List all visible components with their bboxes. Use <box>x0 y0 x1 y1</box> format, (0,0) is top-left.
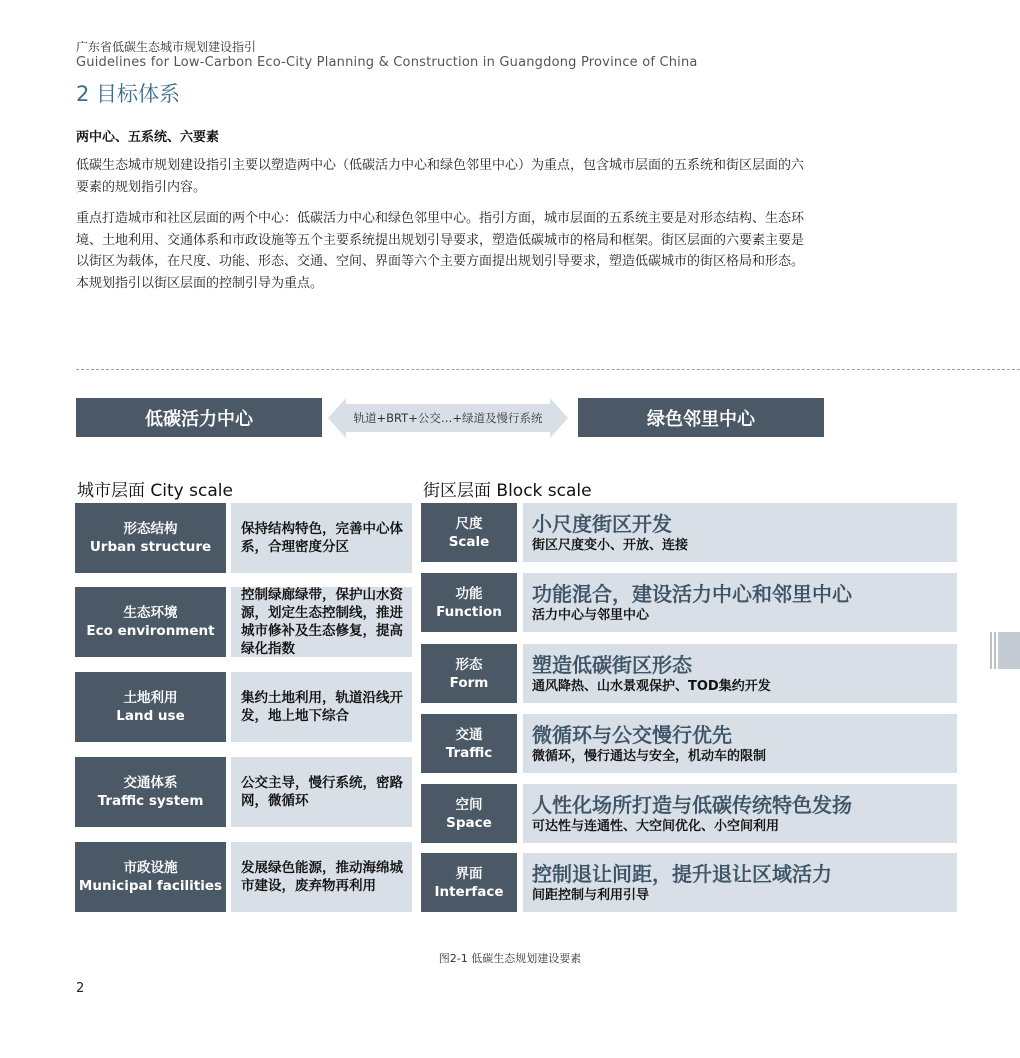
city-scale-label: 城市层面 City scale <box>77 481 233 501</box>
city-row-land-label <box>75 672 226 742</box>
page-number: 2 <box>76 981 85 996</box>
city-row-eco-desc: 控制绿廊绿带，保护山水资源，划定生态控制线，推进城市修补及生态修复，提高绿化指数 <box>231 587 412 657</box>
block-row-cn: 功能 <box>455 585 483 602</box>
block-row-scale-label <box>421 503 517 562</box>
block-row-scale-content <box>523 503 957 562</box>
block-row-cn: 界面 <box>455 865 483 882</box>
block-row-title: 小尺度街区开发 <box>532 511 672 536</box>
city-row-eco-label <box>75 587 226 657</box>
paragraph-2: 重点打造城市和社区层面的两个中心：低碳活力中心和绿色邻里中心。指引方面，城市层面的五系统主要是对形态结构、生态环境、土地利用、交通体系和市政设施等五个主要系统提出规划引导要求，塑造低碳城市的格局和框架。街区层面的六要素主要是以街区为载体，在尺度、功能、形态、交通、空间、界面等六个主要方面提出规划引导要求，塑造低碳城市的街区格局和形态。本规划指引以街区层面的控制引导为重点。 <box>76 211 805 291</box>
block-row-title: 塑造低碳街区形态 <box>532 652 692 677</box>
block-row-traffic-label <box>421 714 517 773</box>
city-row-cn: 交通体系 <box>123 775 178 791</box>
block-row-function-label <box>421 573 517 632</box>
city-row-cn: 形态结构 <box>123 521 178 537</box>
city-row-cn: 土地利用 <box>123 690 178 706</box>
block-row-traffic-content <box>523 714 957 773</box>
green-neighborhood-center: 绿色邻里中心 <box>578 398 824 437</box>
block-row-space-content <box>523 784 957 843</box>
block-row-title: 控制退让间距，提升退让区域活力 <box>532 861 832 886</box>
block-row-sub: 间距控制与利用引导 <box>532 887 650 903</box>
header-title-cn: 广东省低碳生态城市规划建设指引 <box>76 40 257 54</box>
block-row-sub: 通风降热、山水景观保护、TOD集约开发 <box>532 678 771 694</box>
city-row-traffic-desc: 公交主导，慢行系统，密路网，微循环 <box>231 757 412 827</box>
city-row-en: Urban structure <box>89 539 212 555</box>
block-row-title: 功能混合，建设活力中心和邻里中心 <box>532 581 852 606</box>
block-row-en: Form <box>449 674 489 691</box>
sub-heading: 两中心、五系统、六要素 <box>76 130 220 145</box>
city-row-en: Traffic system <box>97 793 204 809</box>
figure-caption: 图2-1 低碳生态规划建设要素 <box>438 952 582 965</box>
block-row-sub: 活力中心与邻里中心 <box>532 607 650 623</box>
city-row-structure-desc: 保持结构特色，完善中心体系，合理密度分区 <box>231 503 412 573</box>
block-row-sub: 微循环，慢行通达与安全，机动车的限制 <box>532 748 767 764</box>
block-row-en: Scale <box>448 533 490 550</box>
city-row-municipal-desc: 发展绿色能源，推动海绵城市建设，废弃物再利用 <box>231 842 412 912</box>
city-row-en: Land use <box>116 708 185 724</box>
header-title-en: Guidelines for Low-Carbon Eco-City Planning & Construction in Guangdong Province of China <box>76 55 698 70</box>
center-link-text: 轨道+BRT+公交…+绿道及慢行系统 <box>353 411 543 425</box>
low-carbon-vitality-center: 低碳活力中心 <box>76 398 322 437</box>
city-row-traffic-label <box>75 757 226 827</box>
block-row-interface-content <box>523 853 957 912</box>
block-row-en: Space <box>446 814 492 831</box>
block-row-en: Traffic <box>445 744 493 761</box>
divider-line <box>76 369 1020 370</box>
city-row-land-desc: 集约土地利用，轨道沿线开发，地上地下综合 <box>231 672 412 742</box>
city-row-en: Eco environment <box>86 623 215 639</box>
center-link-arrow <box>328 398 568 438</box>
city-row-structure-label <box>75 503 226 573</box>
block-row-form-label <box>421 644 517 703</box>
city-row-cn: 市政设施 <box>123 860 178 876</box>
paragraph-1: 低碳生态城市规划建设指引主要以塑造两中心（低碳活力中心和绿色邻里中心）为重点，包含城市层面的五系统和街区层面的六要素的规划指引内容。 <box>76 158 805 195</box>
city-row-municipal-label <box>75 842 226 912</box>
block-row-cn: 空间 <box>455 796 483 813</box>
chapter-side-tab <box>990 632 1020 669</box>
block-scale-label: 街区层面 Block scale <box>423 481 592 501</box>
block-row-function-content <box>523 573 957 632</box>
block-row-sub: 街区尺度变小、开放、连接 <box>532 537 689 553</box>
section-title: 2 目标体系 <box>76 82 181 106</box>
block-row-interface-label <box>421 853 517 912</box>
block-row-sub: 可达性与连通性、大空间优化、小空间利用 <box>532 818 780 834</box>
block-row-space-label <box>421 784 517 843</box>
block-row-en: Interface <box>434 883 504 900</box>
block-row-title: 人性化场所打造与低碳传统特色发扬 <box>532 792 852 817</box>
block-row-form-content <box>523 644 957 703</box>
block-row-cn: 形态 <box>455 656 483 673</box>
block-row-cn: 交通 <box>455 726 483 743</box>
city-row-cn: 生态环境 <box>123 605 178 621</box>
block-row-en: Function <box>436 603 502 620</box>
city-row-en: Municipal facilities <box>78 878 223 894</box>
block-row-cn: 尺度 <box>455 515 483 532</box>
block-row-title: 微循环与公交慢行优先 <box>532 722 732 747</box>
